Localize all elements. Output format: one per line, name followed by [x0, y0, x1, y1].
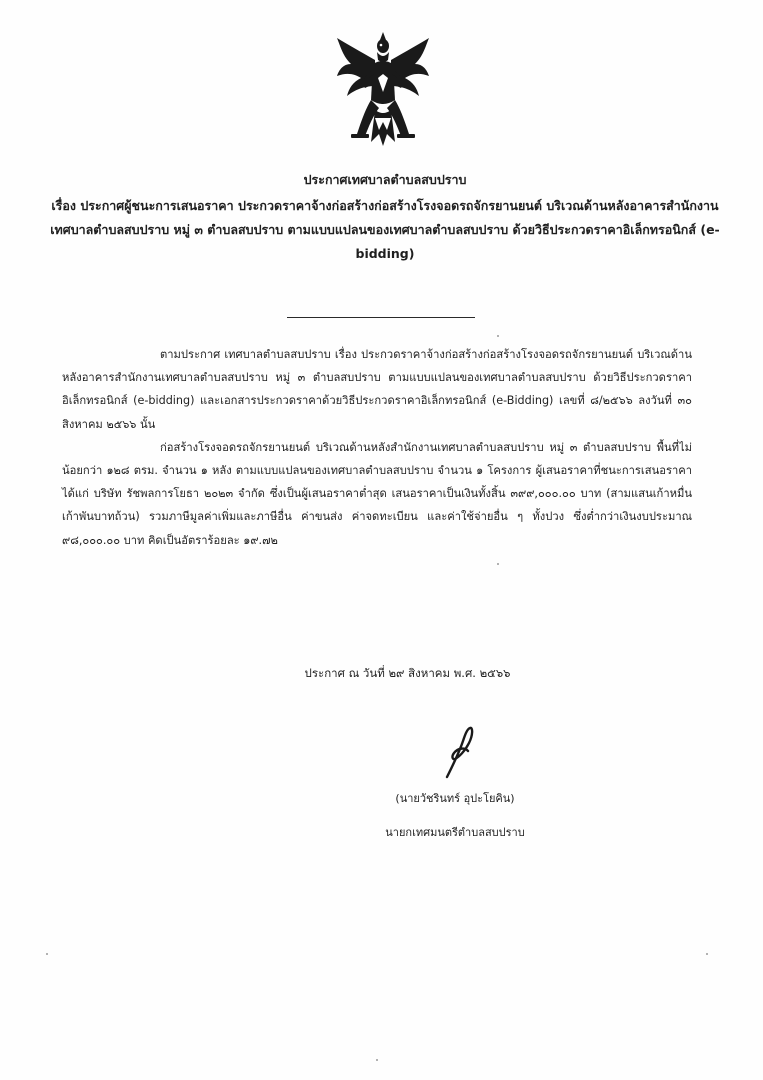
- scan-speck: [497, 335, 499, 337]
- announcement-header: [40, 168, 730, 266]
- scan-speck: [376, 1059, 378, 1061]
- signer-name: (นายวัชรินทร์ อุปะโยคิน): [395, 792, 515, 805]
- garuda-emblem-icon: [331, 30, 435, 148]
- announcement-date: ประกาศ ณ วันที่ ๒๙ สิงหาคม พ.ศ. ๒๕๖๖: [304, 666, 511, 680]
- signature-icon: [437, 725, 481, 783]
- scan-speck: [497, 563, 499, 565]
- announcement-title: ประกาศเทศบาลตำบลสบปราบ: [303, 172, 467, 187]
- signer-block: [330, 782, 580, 850]
- announcement-body: [62, 343, 692, 552]
- signer-position: นายกเทศมนตรีตำบลสบปราบ: [385, 826, 525, 839]
- scan-speck: [706, 953, 708, 955]
- header-divider: [287, 317, 475, 318]
- scan-speck: [46, 953, 48, 955]
- announcement-subject: เรื่อง ประกาศผู้ชนะการเสนอราคา ประกวดราคาจ้างก่อสร้างก่อสร้างโรงจอดรถจักรยานยนต์ บริเวณด้านหลังอาคารสำนักงานเทศบาลตำบลสบปราบ หมู่ ๓ ตำบลสบปราบ ตามแบบแปลนของเทศบาลตำบลสบปราบ ด้วยวิธีประกวดราคาอิเล็กทรอนิกส์ (e-bidding): [50, 198, 720, 261]
- body-paragraph-1: ตามประกาศ เทศบาลตำบลสบปราบ เรื่อง ประกวดราคาจ้างก่อสร้างก่อสร้างโรงจอดรถจักรยานยนต์ บริเวณด้านหลังอาคารสำนักงานเทศบาลตำบลสบปราบ หมู่ ๓ ตำบลสบปราบ ตามแบบแปลนของเทศบาลตำบลสบปราบ ด้วยวิธีประกวดราคาอิเล็กทรอนิกส์ (e-bidding) และเอกสารประกวดราคาด้วยวิธีประกวดราคาอิเล็กทรอนิกส์ (e-Bidding) เลขที่ ๘/๒๕๖๖ ลงวันที่ ๓๐ สิงหาคม ๒๕๖๖ นั้น: [62, 348, 692, 431]
- body-paragraph-2: ก่อสร้างโรงจอดรถจักรยานยนต์ บริเวณด้านหลังสำนักงานเทศบาลตำบลสบปราบ หมู่ ๓ ตำบลสบปราบ พื้นที่ไม่น้อยกว่า ๑๒๘ ตรม. จำนวน ๑ หลัง ตามแบบแปลนของเทศบาลตำบลสบปราบ จำนวน ๑ โครงการ ผู้เสนอราคาที่ชนะการเสนอราคา ได้แก่ บริษัท รัชพลการโยธา ๒๐๒๓ จำกัด ซึ่งเป็นผู้เสนอราคาต่ำสุด เสนอราคาเป็นเงินทั้งสิ้น ๓๙๙,๐๐๐.๐๐ บาท (สามแสนเก้าหมื่นเก้าพันบาทถ้วน) รวมภาษีมูลค่าเพิ่มและภาษีอื่น ค่าขนส่ง ค่าจดทะเบียน และค่าใช้จ่ายอื่น ๆ ทั้งปวง ซึ่งต่ำกว่าเงินงบประมาณ ๙๘,๐๐๐.๐๐ บาท คิดเป็นอัตราร้อยละ ๑๙.๗๒: [62, 440, 692, 547]
